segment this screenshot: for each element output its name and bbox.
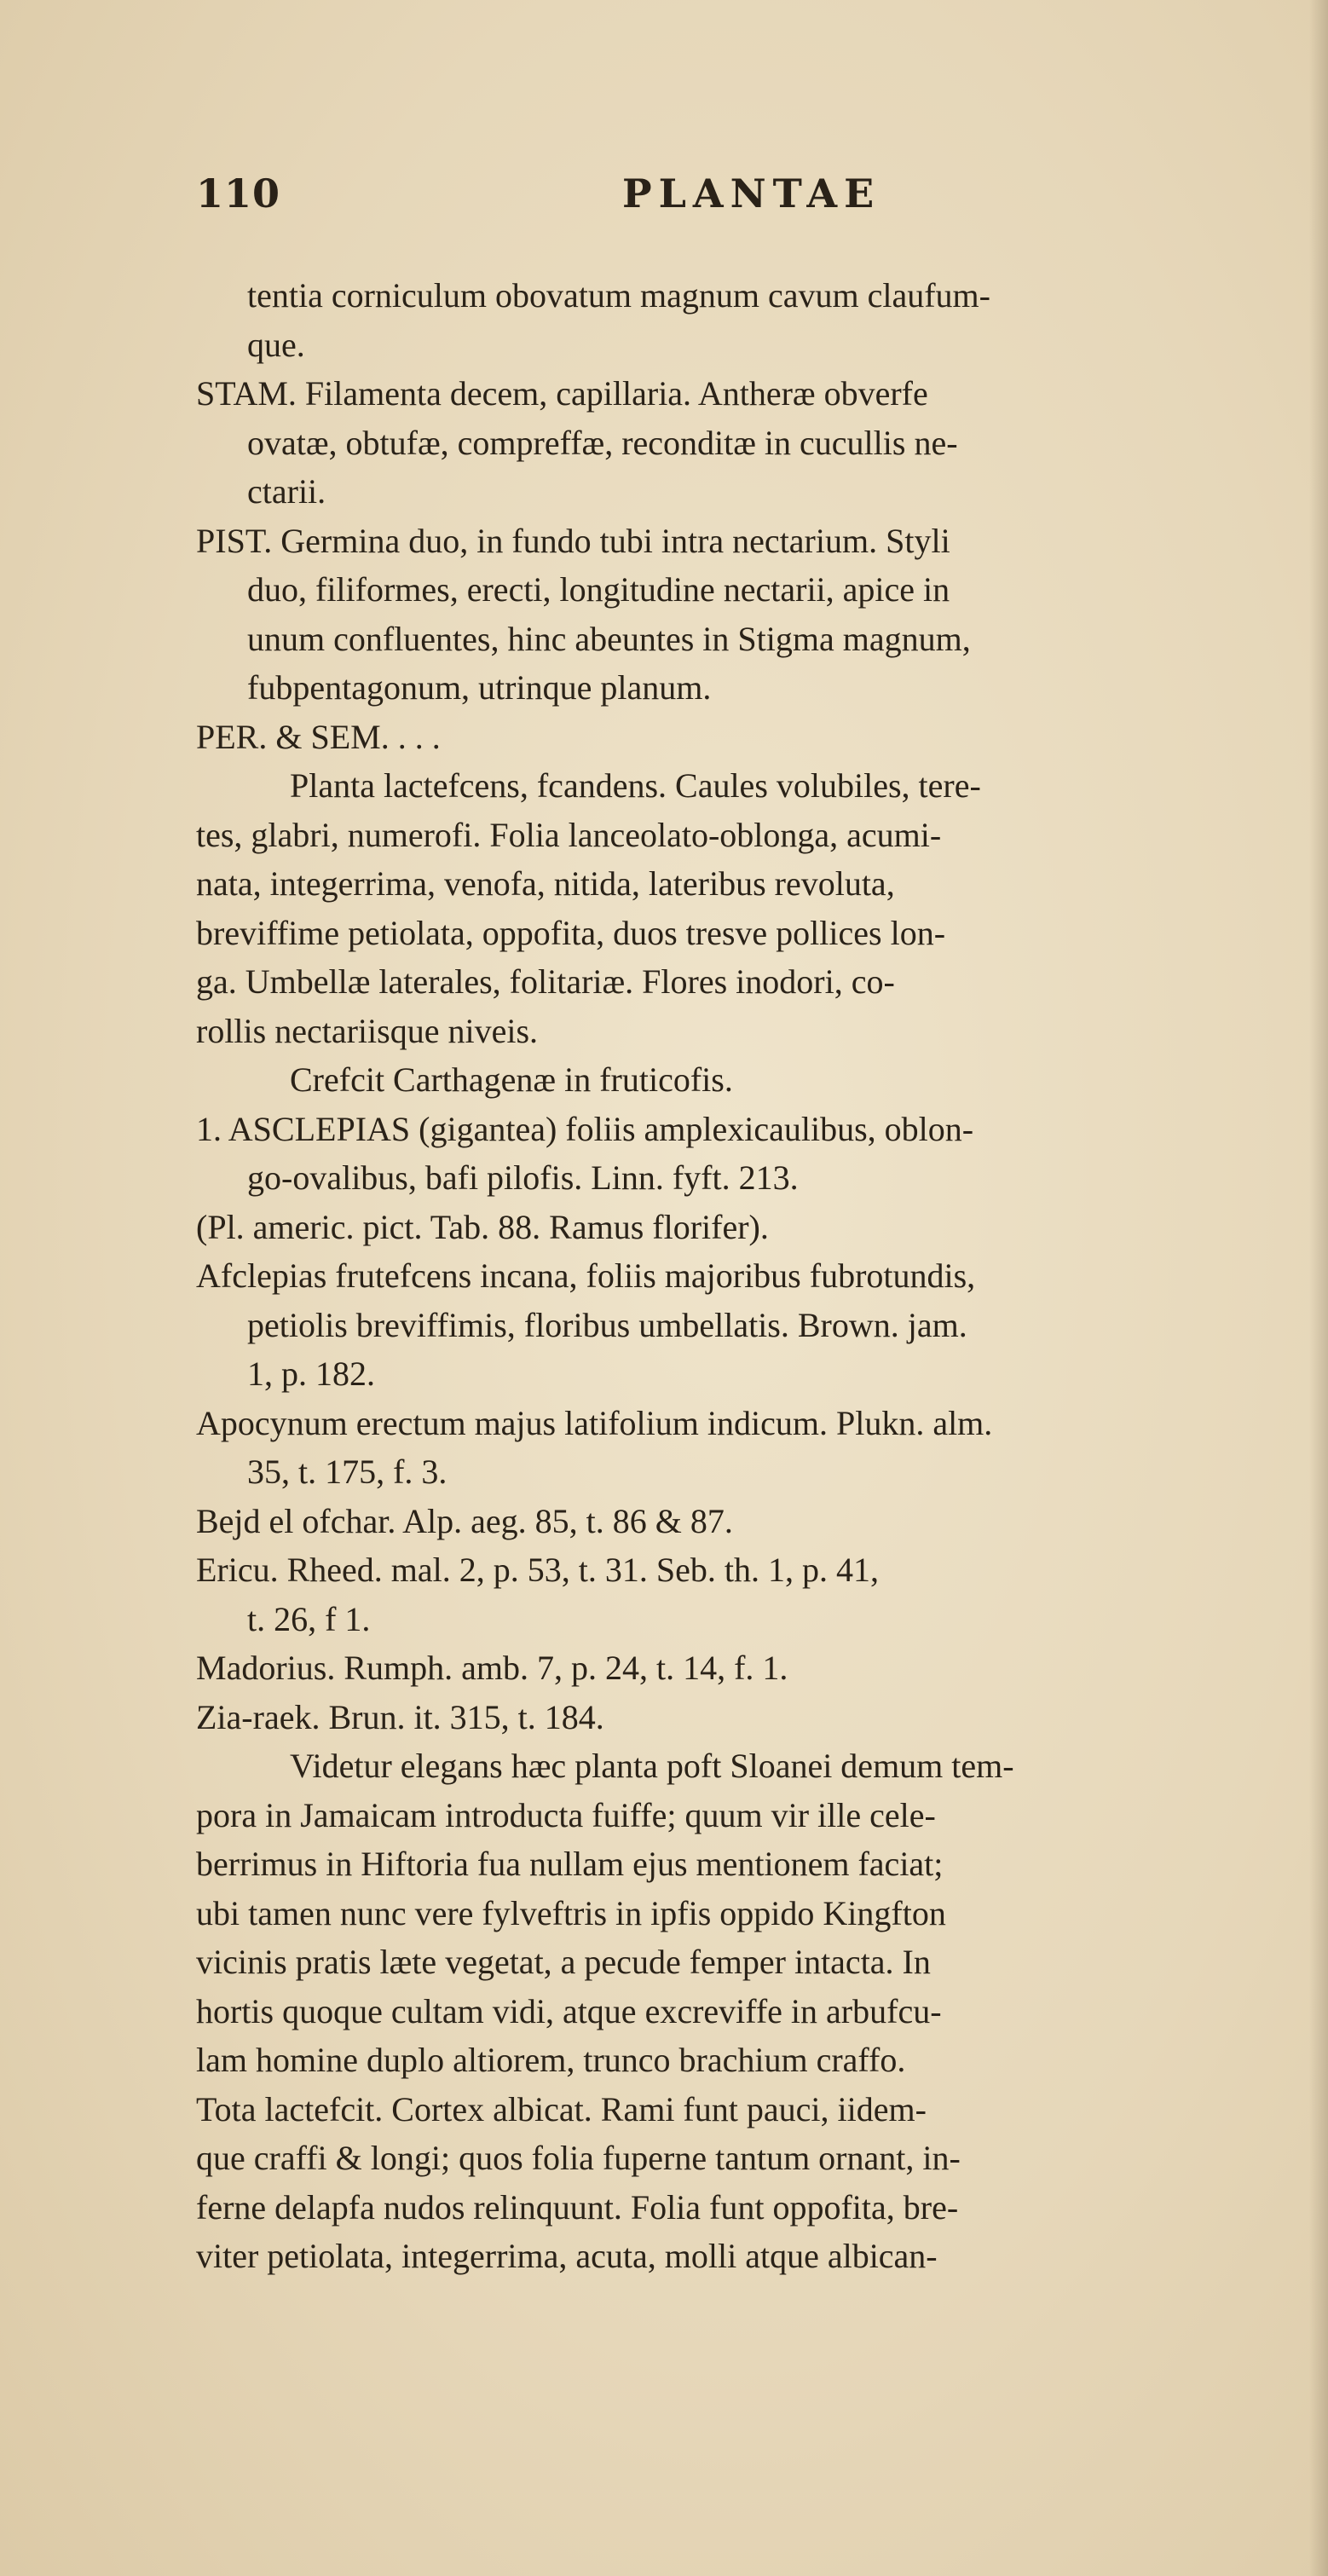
text-line: t. 26, f 1. — [247, 1599, 371, 1638]
text-line: PER. & SEM. . . . — [196, 717, 441, 756]
page-spine-shadow — [1309, 0, 1328, 2576]
text-line: Afclepias frutefcens incana, foliis majoribus fubrotundis, — [196, 1256, 976, 1295]
text-line: petiolis breviffimis, floribus umbellatis. Brown. jam. — [247, 1305, 967, 1344]
text-line: STAM. Filamenta decem, capillaria. Antheræ obverfe — [196, 374, 928, 413]
text-line: Madorius. Rumph. amb. 7, p. 24, t. 14, f. 1. — [196, 1649, 788, 1687]
text-line: 35, t. 175, f. 3. — [247, 1453, 447, 1491]
text-line: Apocynum erectum majus latifolium indicum. Plukn. alm. — [196, 1403, 993, 1442]
text-line: Zia-raek. Brun. it. 315, t. 184. — [196, 1697, 604, 1736]
text-line: lam homine duplo altiorem, trunco brachium craffo. — [196, 2041, 906, 2079]
page-header — [196, 170, 1304, 239]
text-line: breviffime petiolata, oppofita, duos tresve pollices lon- — [196, 913, 946, 952]
text-line: ovatæ, obtufæ, compreffæ, reconditæ in cucullis ne- — [247, 423, 958, 462]
text-line: Bejd el ofchar. Alp. aeg. 85, t. 86 & 87. — [196, 1501, 733, 1540]
text-line: 1. ASCLEPIAS (gigantea) foliis amplexicaulibus, oblon- — [196, 1109, 974, 1148]
text-line: pora in Jamaicam introducta fuiffe; quum vir ille cele- — [196, 1795, 936, 1834]
text-line: 1, p. 182. — [247, 1354, 375, 1393]
text-line: duo, filiformes, erecti, longitudine nectarii, apice in — [247, 570, 950, 609]
text-line: go-ovalibus, bafi pilofis. Linn. fyft. 213. — [247, 1158, 799, 1197]
text-line: viter petiolata, integerrima, acuta, molli atque albican- — [196, 2237, 938, 2275]
text-line: tes, glabri, numerofi. Folia lanceolato-oblonga, acumi- — [196, 815, 942, 854]
text-line: ga. Umbellæ laterales, folitariæ. Flores inodori, co- — [196, 962, 895, 1001]
text-line: ferne delapfa nudos relinquunt. Folia funt oppofita, bre- — [196, 2187, 959, 2227]
text-line: Videtur elegans hæc planta poft Sloanei demum tem- — [290, 1747, 1014, 1785]
text-line: berrimus in Hiftoria fua nullam ejus mentionem faciat; — [196, 1845, 944, 1883]
text-line: ctarii. — [247, 472, 326, 511]
text-line: unum confluentes, hinc abeuntes in Stigma magnum, — [247, 619, 971, 658]
text-line: que. — [247, 325, 305, 364]
text-line: Ericu. Rheed. mal. 2, p. 53, t. 31. Seb. th. 1, p. 41, — [196, 1551, 880, 1589]
text-line: rollis nectariisque niveis. — [196, 1011, 539, 1050]
running-head: PLANTAE — [622, 170, 881, 217]
text-line: nata, integerrima, venofa, nitida, lateribus revoluta, — [196, 864, 895, 903]
text-line: hortis quoque cultam vidi, atque excreviffe in arbufcu- — [196, 1991, 942, 2030]
text-line: que craffi & longi; quos folia fuperne tantum ornant, in- — [196, 2139, 961, 2177]
text-line: Tota lactefcit. Cortex albicat. Rami funt pauci, iidem- — [196, 2089, 927, 2128]
text-line: PIST. Germina duo, in fundo tubi intra nectarium. Styli — [196, 521, 950, 560]
text-line: (Pl. americ. pict. Tab. 88. Ramus florifer). — [196, 1207, 769, 1246]
text-line: fubpentagonum, utrinque planum. — [247, 668, 712, 707]
text-line: ubi tamen nunc vere fylveftris in ipfis oppido Kingfton — [196, 1893, 946, 1932]
text-line: Crefcit Carthagenæ in fruticofis. — [290, 1060, 733, 1099]
page-number: 110 — [196, 170, 281, 217]
text-line: Planta lactefcens, fcandens. Caules volubiles, tere- — [290, 766, 981, 805]
text-line: tentia corniculum obovatum magnum cavum claufum- — [247, 276, 990, 315]
text-line: vicinis pratis læte vegetat, a pecude femper intacta. In — [196, 1943, 931, 1981]
